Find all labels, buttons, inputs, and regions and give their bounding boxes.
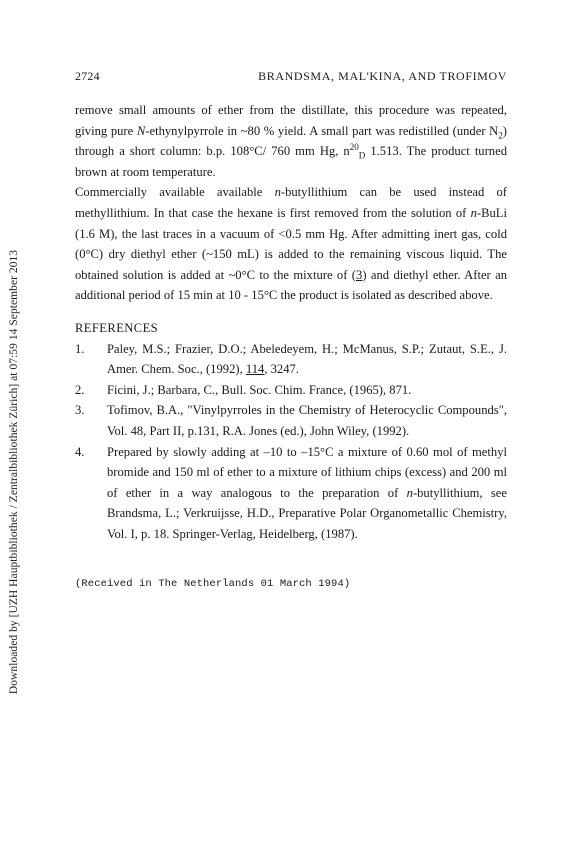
reference-text: Prepared by slowly adding at –10 to –15°C a mixture of 0.60 mol of methyl bromide and 150 ml of ether to a mixture of lithium chips (excess) and 200 ml of ether in a way analogous to the preparation of n-butyllithium, see Brandsma, L.; Verkruijsse, H.D., Preparative Polar Organometallic Chemistry, Vol. I, p. 18. Springer-Verlag, Heidelberg, (1987). (107, 444, 507, 541)
reference-text: Tofimov, B.A., "Vinylpyrroles in the Chemistry of Heterocyclic Compounds", Vol. 48, Part II, p.131, R.A. Jones (ed.), John Wiley, (1992). (107, 403, 507, 438)
body-text (75, 100, 507, 306)
page-number: 2724 (75, 69, 100, 83)
download-watermark (6, 0, 22, 863)
reference-number: 3. (75, 403, 85, 418)
reference-number: 4. (75, 444, 85, 459)
reference-item (75, 380, 507, 401)
running-head: BRANDSMA, MAL'KINA, AND TROFIMOV (258, 69, 507, 83)
references-heading: REFERENCES (75, 321, 159, 335)
reference-text: Ficini, J.; Barbara, C., Bull. Soc. Chim. France, (1965), 871. (107, 382, 412, 397)
received-date: (Received in The Netherlands 01 March 1994) (75, 578, 351, 590)
reference-number: 1. (75, 341, 85, 356)
references-section (75, 318, 507, 545)
download-watermark-text: Downloaded by [UZH Hauptbibliothek / Zentralbibliothek Zürich] at 07:59 14 September 2013 (8, 249, 21, 694)
reference-text: Paley, M.S.; Frazier, D.O.; Abeledeyem, H.; McManus, S.P.; Zutaut, S.E., J. Amer. Chem. Soc., (1992), 114, 3247. (107, 341, 507, 377)
reference-item (75, 442, 507, 545)
reference-item (75, 400, 507, 441)
paragraph-butyllithium: Commercially available available n-butyllithium can be used instead of methyllithium. In that case the hexane is first removed from the solution of n-BuLi (1.6 M), the last traces in a vacuum of <0.5 mm Hg. After admitting inert gas, cold (0°C) dry diethyl ether (~150 mL) is added to the remaining viscous liquid. The obtained solution is added at ~0°C to the mixture of (3) and diethyl ether. After an additional period of 15 min at 10 - 15°C the product is isolated as described above. (75, 185, 508, 303)
paragraph-ethynylpyrrole: remove small amounts of ether from the distillate, this procedure was repeated, giving pure N-ethynylpyrrole in ~80 % yield. A small part was redistilled (under $N_2$) through a short column: b.p. 108°C/ 760 mm Hg, $n^{20}_D$ 1.513. The product turned brown at room temperature. (75, 103, 507, 179)
reference-item (75, 339, 507, 380)
reference-number: 2. (75, 382, 85, 397)
